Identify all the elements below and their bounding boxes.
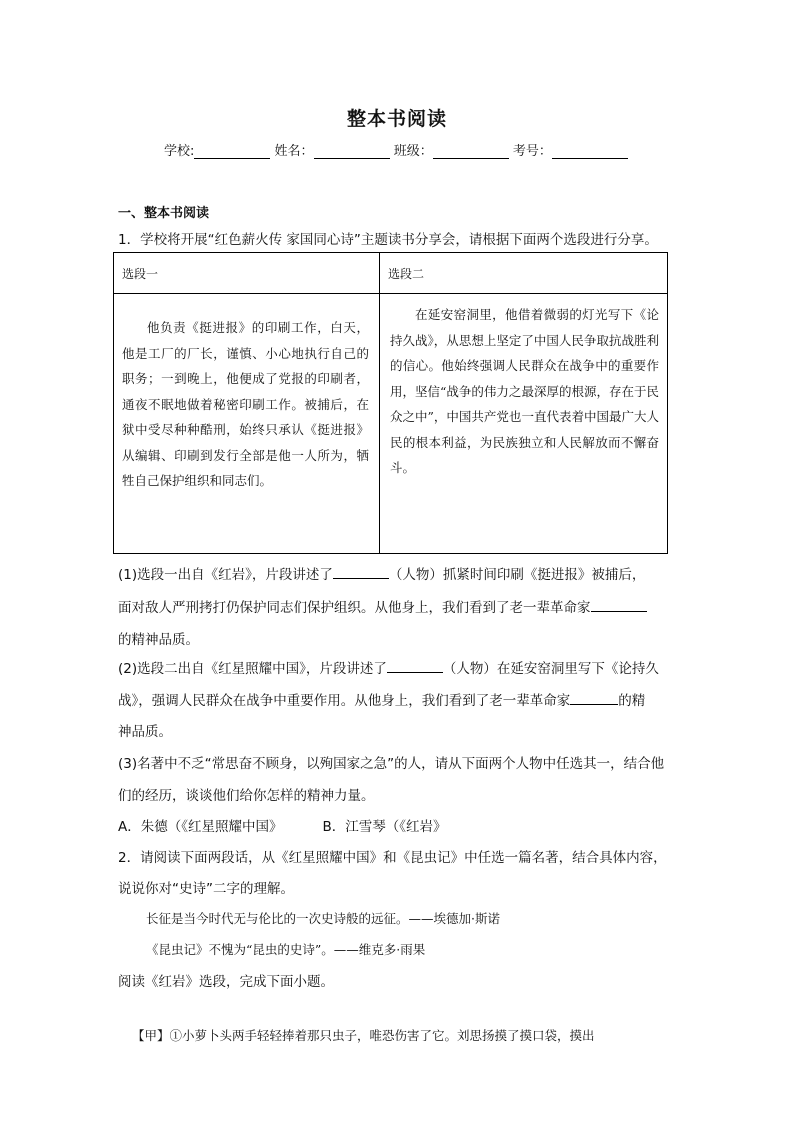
- q1-sub2-blank-quality[interactable]: [570, 692, 618, 705]
- excerpt-1-text: 他负责《挺进报》的印刷工作，白天，他是工厂的厂长，谨慎、小心地执行自己的职务；一到晚上，他便成了党报的印刷者，通夜不眠地做着秘密印刷工作。被捕后，在狱中受尽种种酷刑，始终只承认《挺进报》从编辑、印刷到发行全部是他一人所为，牺牲自己保护组织和同志们。: [122, 320, 369, 488]
- q1-stem: 1．学校将开展“红色薪火传 家国同心诗”主题读书分享会，请根据下面两个选段进行分享。: [118, 232, 658, 248]
- school-blank[interactable]: [194, 144, 270, 159]
- school-label: 学校:: [164, 144, 195, 159]
- q1-sub1-blank-quality[interactable]: [591, 599, 647, 612]
- q1-sub2-text-a: (2)选段二出自《红星照耀中国》，片段讲述了: [118, 661, 387, 677]
- class-blank[interactable]: [433, 144, 509, 159]
- quote-2-author: ——维克多·雨果: [333, 942, 426, 957]
- quote-2: [146, 940, 425, 958]
- q1-sub1-text-b: （人物）抓紧时间印刷《挺进报》被捕后，: [388, 567, 646, 583]
- q1-sub1-text-c: 面对敌人严刑拷打仍保护同志们保护组织。从他身上，我们看到了老一辈革命家: [118, 600, 591, 616]
- quote-1: [146, 909, 500, 927]
- passage-jia-start: 【甲】①小萝卜头两手轻轻捧着那只虫子，唯恐伤害了它。刘思扬摸了摸口袋，摸出: [132, 1028, 595, 1043]
- q1-sub1-line1: [118, 563, 645, 583]
- q1-options: [118, 815, 447, 835]
- section-heading: 一、整本书阅读: [118, 206, 210, 221]
- reading-intro: 阅读《红岩》选段，完成下面小题。: [118, 974, 334, 990]
- quote-1-author: ——埃德加·斯诺: [408, 911, 500, 926]
- q1-sub1-blank-person[interactable]: [333, 566, 389, 579]
- page-title: 整本书阅读: [346, 108, 447, 130]
- q1-sub1-line2: [118, 596, 647, 616]
- q1-sub2-line3: 神品质。: [118, 724, 172, 740]
- name-label: 姓名：: [274, 144, 314, 159]
- excerpt-1-header: 选段一: [114, 253, 380, 294]
- excerpt-2-text: 在延安窑洞里，他借着微弱的灯光写下《论持久战》，从思想上坚定了中国人民争取抗战胜利的信心。他始终强调人民群众在战争中的重要作用，坚信“战争的伟力之最深厚的根源，存在于民众之中”，中国共产党也一直代表着中国最广大人民的根本利益，为民族独立和人民解放而不懈奋斗。: [390, 307, 659, 475]
- q1-sub1-text-a: (1)选段一出自《红岩》，片段讲述了: [118, 567, 333, 583]
- quote-1-text: 长征是当今时代无与伦比的一次史诗般的远征。: [146, 911, 409, 926]
- q1-sub2-line2: [118, 689, 645, 709]
- name-blank[interactable]: [314, 144, 390, 159]
- exam-number-label: 考号：: [512, 144, 552, 159]
- excerpt-table: [113, 252, 668, 554]
- exam-number-blank[interactable]: [552, 144, 628, 159]
- class-label: 班级：: [393, 144, 433, 159]
- q2-stem-line1: 2．请阅读下面两段话，从《红星照耀中国》和《昆虫记》中任选一篇名著，结合具体内容，: [118, 850, 667, 866]
- q1-sub1-line3: 的精神品质。: [118, 632, 199, 648]
- q1-sub3-line1: (3)名著中不乏“常思奋不顾身，以殉国家之急”的人，请从下面两个人物中任选其一，结合他: [118, 756, 665, 772]
- q1-sub2-blank-person[interactable]: [387, 660, 443, 673]
- q2-stem-line2: 说说你对“史诗”二字的理解。: [118, 881, 294, 897]
- option-b: B．江雪琴（《红岩》: [322, 819, 447, 835]
- student-info-line: [164, 140, 628, 159]
- option-a: A．朱德（《红星照耀中国》: [118, 819, 283, 835]
- excerpt-2-header: 选段二: [380, 253, 668, 294]
- q1-sub2-text-c: 战》，强调人民群众在战争中重要作用。从他身上，我们看到了老一辈革命家: [118, 693, 571, 709]
- q1-sub2-text-d: 的精: [618, 693, 646, 709]
- q1-sub2-text-b: （人物）在延安窑洞里写下《论持久: [442, 661, 659, 677]
- q1-sub3-line2: 们的经历，谈谈他们给你怎样的精神力量。: [118, 788, 375, 804]
- q1-sub2-line1: [118, 657, 659, 677]
- quote-2-text: 《昆虫记》不愧为“昆虫的史诗”。: [146, 942, 334, 957]
